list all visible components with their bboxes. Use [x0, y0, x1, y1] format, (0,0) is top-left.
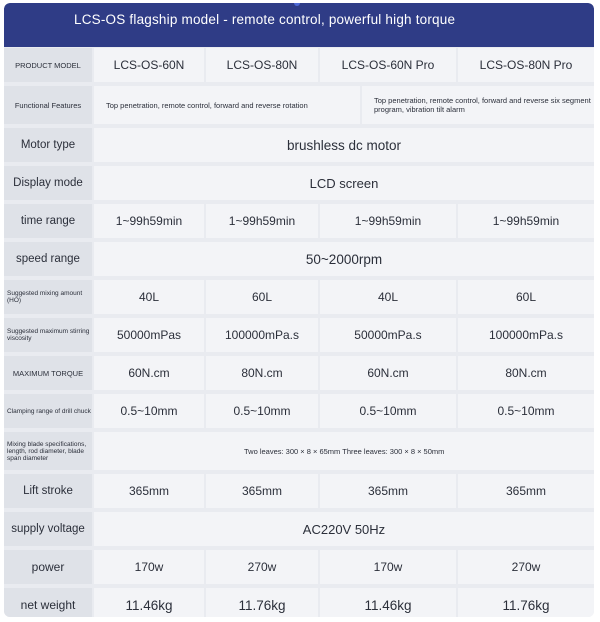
model-2: LCS-OS-80N [206, 48, 318, 82]
clamping-2: 0.5~10mm [206, 394, 318, 428]
torque-1: 60N.cm [94, 356, 204, 390]
mixing-amount-3: 40L [320, 280, 456, 314]
viscosity-3: 50000mPa.s [320, 318, 456, 352]
row-functional-features [4, 85, 594, 125]
time-range-3: 1~99h59min [320, 204, 456, 238]
clamping-4: 0.5~10mm [458, 394, 594, 428]
label-product-model: PRODUCT MODEL [4, 48, 92, 82]
display-mode-value: LCD screen [94, 166, 594, 200]
row-lift-stroke [4, 473, 594, 509]
row-product-model [4, 47, 594, 83]
torque-3: 60N.cm [320, 356, 456, 390]
label-clamping-range: Clamping range of drill chuck [4, 394, 92, 428]
power-2: 270w [206, 550, 318, 584]
clamping-1: 0.5~10mm [94, 394, 204, 428]
label-mixing-amount: Suggested mixing amount (HO) [4, 280, 92, 314]
lift-stroke-3: 365mm [320, 474, 456, 508]
row-clamping-range [4, 393, 594, 429]
row-supply-voltage [4, 511, 594, 547]
label-motor-type: Motor type [4, 128, 92, 162]
mixing-amount-4: 60L [458, 280, 594, 314]
row-speed-range [4, 241, 594, 277]
features-pro: Top penetration, remote control, forward and reverse six segment program, vibration tilt alarm [362, 86, 594, 124]
banner-dot-icon [294, 3, 300, 6]
net-weight-1: 11.46kg [94, 588, 204, 617]
label-blade-spec: Mixing blade specifications, length, rod diameter, blade span diameter [4, 432, 92, 470]
row-motor-type [4, 127, 594, 163]
spec-sheet [4, 3, 594, 617]
blade-spec-value: Two leaves: 300 × 8 × 65mm Three leaves: 300 × 8 × 50mm [94, 432, 594, 470]
label-functional-features: Functional Features [4, 86, 92, 124]
viscosity-1: 50000mPas [94, 318, 204, 352]
torque-2: 80N.cm [206, 356, 318, 390]
label-net-weight: net weight [4, 588, 92, 617]
label-time-range: time range [4, 204, 92, 238]
power-4: 270w [458, 550, 594, 584]
mixing-amount-2: 60L [206, 280, 318, 314]
row-viscosity [4, 317, 594, 353]
row-power [4, 549, 594, 585]
label-max-torque: MAXIMUM TORQUE [4, 356, 92, 390]
supply-voltage-value: AC220V 50Hz [94, 512, 594, 546]
label-lift-stroke: Lift stroke [4, 474, 92, 508]
model-1: LCS-OS-60N [94, 48, 204, 82]
speed-range-value: 50~2000rpm [94, 242, 594, 276]
net-weight-2: 11.76kg [206, 588, 318, 617]
power-3: 170w [320, 550, 456, 584]
label-supply-voltage: supply voltage [4, 512, 92, 546]
motor-type-value: brushless dc motor [94, 128, 594, 162]
features-standard: Top penetration, remote control, forward and reverse rotation [94, 86, 360, 124]
row-time-range [4, 203, 594, 239]
row-display-mode [4, 165, 594, 201]
page-title: LCS-OS flagship model - remote control, powerful high torque [74, 12, 456, 27]
time-range-1: 1~99h59min [94, 204, 204, 238]
mixing-amount-1: 40L [94, 280, 204, 314]
power-1: 170w [94, 550, 204, 584]
time-range-2: 1~99h59min [206, 204, 318, 238]
title-banner [4, 3, 594, 47]
viscosity-4: 100000mPa.s [458, 318, 594, 352]
net-weight-3: 11.46kg [320, 588, 456, 617]
clamping-3: 0.5~10mm [320, 394, 456, 428]
lift-stroke-4: 365mm [458, 474, 594, 508]
label-power: power [4, 550, 92, 584]
label-viscosity: Suggested maximum stirring viscosity [4, 318, 92, 352]
lift-stroke-2: 365mm [206, 474, 318, 508]
model-3: LCS-OS-60N Pro [320, 48, 456, 82]
row-mixing-amount [4, 279, 594, 315]
model-4: LCS-OS-80N Pro [458, 48, 594, 82]
viscosity-2: 100000mPa.s [206, 318, 318, 352]
label-display-mode: Display mode [4, 166, 92, 200]
row-net-weight [4, 587, 594, 617]
row-max-torque [4, 355, 594, 391]
label-speed-range: speed range [4, 242, 92, 276]
net-weight-4: 11.76kg [458, 588, 594, 617]
row-blade-spec [4, 431, 594, 471]
time-range-4: 1~99h59min [458, 204, 594, 238]
torque-4: 80N.cm [458, 356, 594, 390]
lift-stroke-1: 365mm [94, 474, 204, 508]
